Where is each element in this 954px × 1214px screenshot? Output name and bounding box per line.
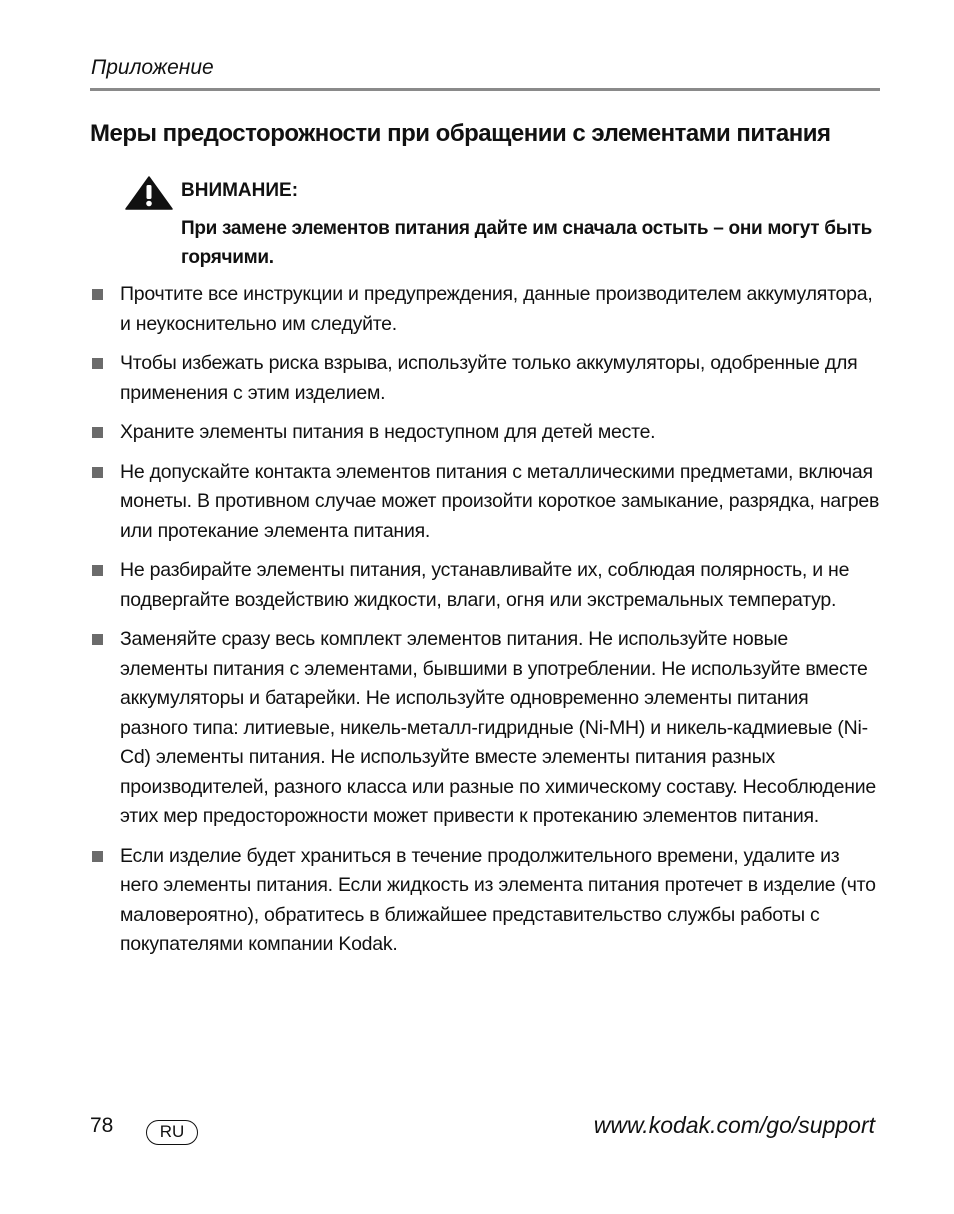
bullet-square-icon bbox=[92, 634, 103, 645]
list-item bbox=[90, 458, 880, 547]
list-item bbox=[90, 625, 880, 832]
header-divider bbox=[90, 88, 880, 91]
list-item bbox=[90, 418, 880, 448]
list-item bbox=[90, 556, 880, 615]
precautions-list bbox=[90, 280, 880, 970]
section-label: Приложение bbox=[91, 56, 214, 79]
list-item bbox=[90, 280, 880, 339]
list-item bbox=[90, 842, 880, 960]
warning-triangle-icon bbox=[125, 176, 173, 210]
bullet-square-icon bbox=[92, 467, 103, 478]
list-item-text: Чтобы избежать риска взрыва, используйте только аккумуляторы, одобренные для применения с этим изделием. bbox=[120, 352, 858, 404]
language-badge: RU bbox=[146, 1120, 198, 1145]
list-item-text: Если изделие будет храниться в течение продолжительного времени, удалите из него элементы питания. Если жидкость из элемента питания протечет в изделие (что маловероятно), обратитесь в ближайшее представительство службы работы с покупателями компании Kodak. bbox=[120, 844, 876, 955]
list-item-text: Заменяйте сразу весь комплект элементов питания. Не используйте новые элементы питания с элементами, бывшими в употреблении. Не используйте вместе аккумуляторы и батарейки. Не используйте одновременно элементы питания разного типа: литиевые, никель-металл-гидридные (Ni-MH) и никель-кадмиевые (Ni-Cd) элементы питания. Не используйте вместе элементы питания разных производителей, разного класса или разные по химическому составу. Несоблюдение этих мер предосторожности может привести к протеканию элементов питания. bbox=[120, 628, 876, 827]
warning-text: При замене элементов питания дайте им сначала остыть – они могут быть горячими. bbox=[181, 218, 873, 268]
list-item-text: Прочтите все инструкции и предупреждения, данные производителем аккумулятора, и неукоснительно им следуйте. bbox=[120, 283, 873, 335]
bullet-square-icon bbox=[92, 358, 103, 369]
bullet-square-icon bbox=[92, 289, 103, 300]
warning-heading: ВНИМАНИЕ: bbox=[181, 180, 299, 201]
list-item-text: Храните элементы питания в недоступном для детей месте. bbox=[120, 421, 656, 443]
bullet-square-icon bbox=[92, 851, 103, 862]
bullet-square-icon bbox=[92, 427, 103, 438]
list-item-text: Не разбирайте элементы питания, устанавливайте их, соблюдая полярность, и не подвергайте воздействию жидкости, влаги, огня или экстремальных температур. bbox=[120, 559, 850, 611]
bullet-square-icon bbox=[92, 565, 103, 576]
list-item-text: Не допускайте контакта элементов питания с металлическими предметами, включая монеты. В противном случае может произойти короткое замыкание, разрядка, нагрев или протекание элемента питания. bbox=[120, 460, 880, 542]
list-item bbox=[90, 349, 880, 408]
page-title: Меры предосторожности при обращении с элементами питания bbox=[90, 120, 831, 147]
page-number: 78 bbox=[90, 1114, 114, 1137]
support-link[interactable]: www.kodak.com/go/support bbox=[593, 1112, 875, 1138]
